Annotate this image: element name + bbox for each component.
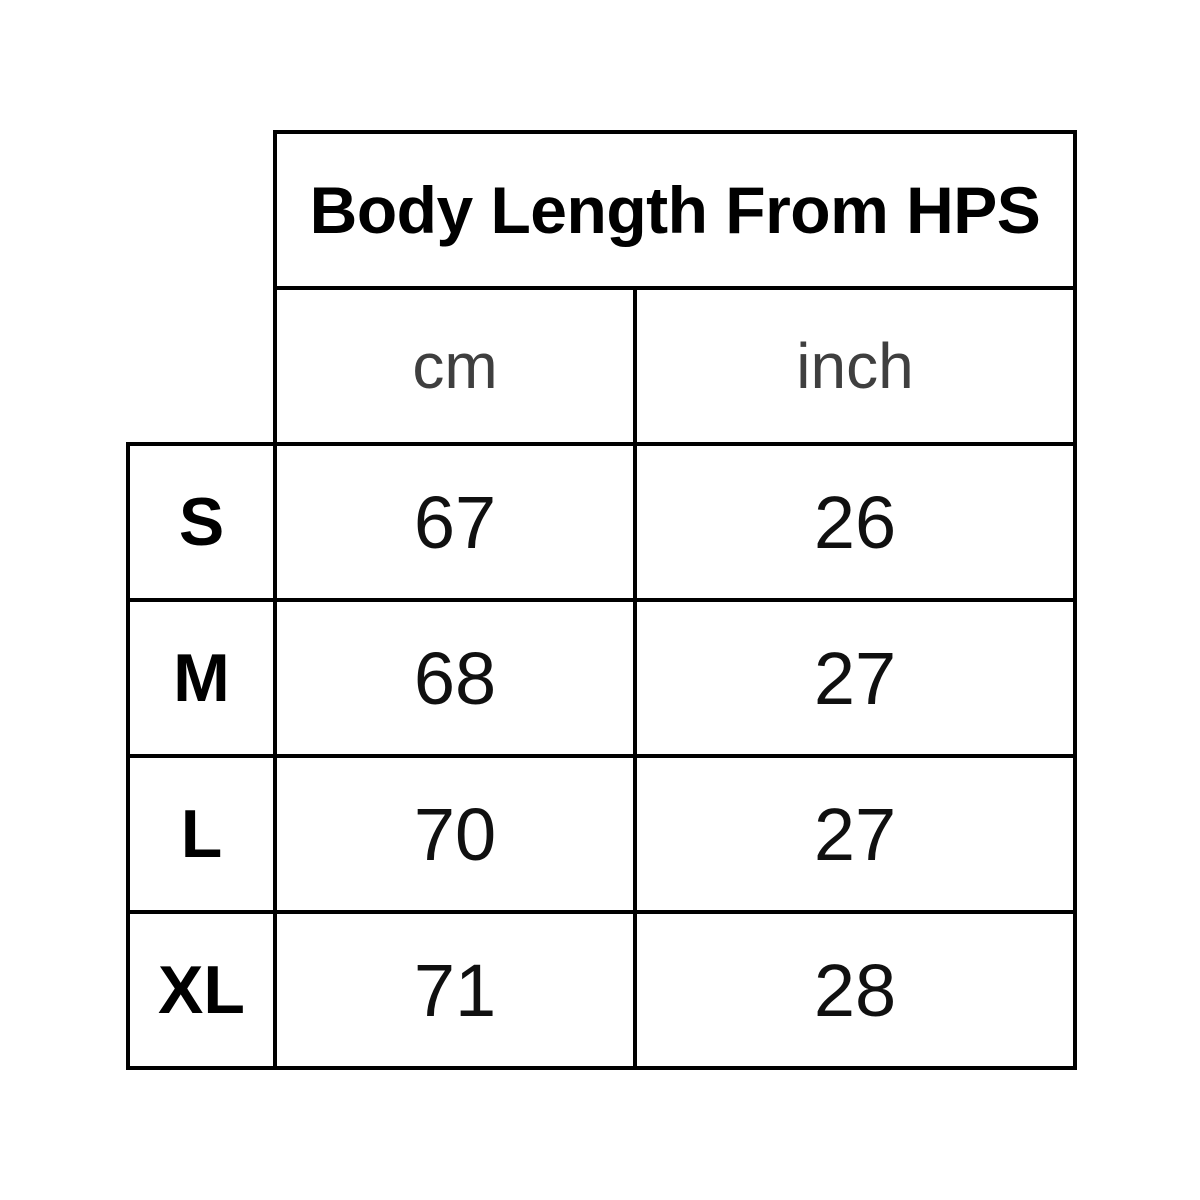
value-m-cm: 68 (275, 600, 635, 756)
empty-corner-cell (128, 132, 275, 444)
table-row-xl (128, 912, 1075, 1068)
table-row-s (128, 444, 1075, 600)
table-row-title (128, 132, 1075, 288)
value-m-inch: 27 (635, 600, 1075, 756)
value-xl-inch: 28 (635, 912, 1075, 1068)
value-s-cm: 67 (275, 444, 635, 600)
size-chart-table (126, 130, 1077, 1070)
size-label-s: S (128, 444, 275, 600)
unit-header-inch: inch (635, 288, 1075, 444)
value-l-cm: 70 (275, 756, 635, 912)
size-label-l: L (128, 756, 275, 912)
size-label-xl: XL (128, 912, 275, 1068)
value-l-inch: 27 (635, 756, 1075, 912)
table-title: Body Length From HPS (275, 132, 1075, 288)
table-row-m (128, 600, 1075, 756)
table-row-l (128, 756, 1075, 912)
unit-header-cm: cm (275, 288, 635, 444)
value-s-inch: 26 (635, 444, 1075, 600)
value-xl-cm: 71 (275, 912, 635, 1068)
size-label-m: M (128, 600, 275, 756)
